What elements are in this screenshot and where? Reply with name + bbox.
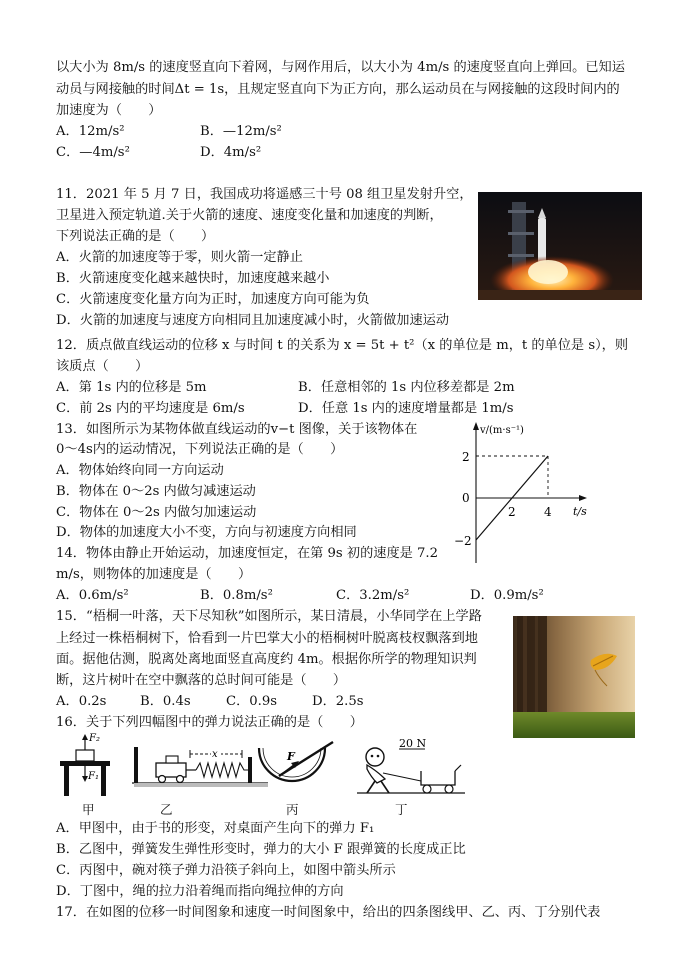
q16-option-d: D．丁图中，绳的拉力沿着绳而指向绳拉伸的方向 [56, 884, 344, 899]
q10-option-b: B．—12m/s² [200, 124, 282, 139]
label-x: x [212, 749, 218, 760]
q11-line-2: 卫星进入预定轨道.关于火箭的速度、速度变化量和加速度的判断， [56, 208, 443, 223]
figure-ding-pull [355, 735, 467, 797]
label-20n: 20 N [399, 737, 427, 750]
q16-option-b: B．乙图中，弹簧发生弹性形变时，弹力的大小 F 跟弹簧的长度成正比 [56, 842, 466, 857]
q12-line-1: 12．质点做直线运动的位移 x 与时间 t 的关系为 x = 5t + t²（x 的单位是 m，t 的单位是 s），则 [56, 338, 629, 353]
caption-yi: 乙 [160, 802, 173, 817]
q15-line-2: 上经过一株梧桐树下，恰看到一片巴掌大小的梧桐树叶脱离枝杈飘落到地 [56, 631, 478, 646]
chart-x-label: t/s [573, 505, 587, 518]
q14-option-a: A．0.6m/s² [56, 588, 129, 603]
q13-option-b: B．物体在 0～2s 内做匀减速运动 [56, 484, 256, 499]
q14-option-c: C．3.2m/s² [336, 588, 410, 603]
chart-ytick-minus-2: −2 [454, 534, 472, 548]
falling-leaf-photo [513, 616, 635, 738]
q15-line-3: 面。据他估测，脱离处离地面竖直高度约 4m。根据你所学的物理知识判 [56, 652, 477, 667]
chart-y-label: v/(m·s⁻¹) [480, 425, 524, 436]
rocket-launch-photo [478, 192, 642, 300]
q14-option-d: D．0.9m/s² [470, 588, 544, 603]
q12-option-c: C．前 2s 内的平均速度是 6m/s [56, 401, 245, 416]
figure-yi-spring [130, 745, 270, 795]
q12-option-d: D．任意 1s 内的速度增量都是 1m/s [298, 401, 514, 416]
q11-line-1: 11．2021 年 5 月 7 日，我国成功将遥感三十号 08 组卫星发射升空， [56, 187, 473, 202]
q15-option-a: A．0.2s [56, 694, 107, 709]
q12-line-2: 该质点（ ） [56, 359, 149, 374]
chart-ytick-0: 0 [462, 491, 470, 505]
q15-line-1: 15．“梧桐一叶落，天下尽知秋”如图所示，某日清晨，小华同学在上学路 [56, 609, 482, 624]
q12-option-a: A．第 1s 内的位移是 5m [56, 380, 207, 395]
q16-option-c: C．丙图中，碗对筷子弹力沿筷子斜向上，如图中箭头所示 [56, 863, 396, 878]
q13-line-1: 13．如图所示为某物体做直线运动的v−t 图像，关于该物体在 [56, 422, 418, 437]
q15-option-d: D．2.5s [312, 694, 364, 709]
q15-option-b: B．0.4s [140, 694, 191, 709]
q10-option-c: C．—4m/s² [56, 145, 130, 160]
q15-line-4: 断，这片树叶在空中飘落的总时间可能是（ ） [56, 673, 347, 688]
q13-line-2: 0～4s内的运动情况，下列说法正确的是（ ） [56, 442, 344, 457]
vt-chart [440, 420, 590, 570]
q11-option-b: B．火箭速度变化越来越快时，加速度越来越小 [56, 271, 330, 286]
q12-option-b: B．任意相邻的 1s 内位移差都是 2m [298, 380, 515, 395]
q11-option-c: C．火箭速度变化量方向为正时，加速度方向可能为负 [56, 292, 370, 307]
x-axis-arrow [579, 495, 587, 501]
q14-line-2: m/s，则物体的加速度是（ ） [56, 567, 252, 582]
chart-xtick-4: 4 [544, 505, 552, 519]
q11-line-3: 下列说法正确的是（ ） [56, 229, 215, 244]
q10-option-a: A．12m/s² [56, 124, 125, 139]
label-f1: F₁ [88, 771, 99, 782]
q13-option-a: A．物体始终向同一方向运动 [56, 463, 224, 478]
label-f2: F₂ [89, 733, 100, 744]
q16-option-a: A．甲图中，由于书的形变，对桌面产生向下的弹力 F₁ [56, 821, 375, 836]
q11-option-a: A．火箭的加速度等于零，则火箭一定静止 [56, 250, 303, 265]
caption-jia: 甲 [82, 802, 95, 817]
figure-bing-bowl [255, 740, 335, 798]
q14-line-1: 14．物体由静止开始运动，加速度恒定，在第 9s 初的速度是 7.2 [56, 546, 438, 561]
q11-option-d: D．火箭的加速度与速度方向相同且加速度减小时，火箭做加速运动 [56, 313, 450, 328]
caption-bing: 丙 [286, 802, 299, 817]
caption-ding: 丁 [395, 802, 408, 817]
label-f: F [287, 750, 295, 763]
q13-option-d: D．物体的加速度大小不变，方向与初速度方向相同 [56, 525, 357, 540]
chart-xtick-2: 2 [508, 505, 516, 519]
q10-line-2: 动员与网接触的时间Δt = 1s，且规定竖直向下为正方向，那么运动员在与网接触的这段时间内的 [56, 82, 620, 97]
q10-line-3: 加速度为（ ） [56, 103, 162, 118]
q17-line-1: 17．在如图的位移一时间图象和速度一时间图象中，给出的四条图线甲、乙、丙、丁分别代表 [56, 905, 601, 920]
q10-option-d: D．4m/s² [200, 145, 262, 160]
q14-option-b: B．0.8m/s² [200, 588, 273, 603]
y-axis-arrow [473, 422, 479, 430]
figure-jia-table [56, 733, 116, 798]
q16-line-1: 16．关于下列四幅图中的弹力说法正确的是（ ） [56, 715, 363, 730]
q10-line-1: 以大小为 8m/s 的速度竖直向下着网，与网作用后，以大小为 4m/s 的速度竖直向上弹回。已知运 [56, 60, 625, 75]
q13-option-c: C．物体在 0～2s 内做匀加速运动 [56, 505, 257, 520]
q15-option-c: C．0.9s [226, 694, 278, 709]
chart-ytick-2: 2 [462, 450, 470, 464]
